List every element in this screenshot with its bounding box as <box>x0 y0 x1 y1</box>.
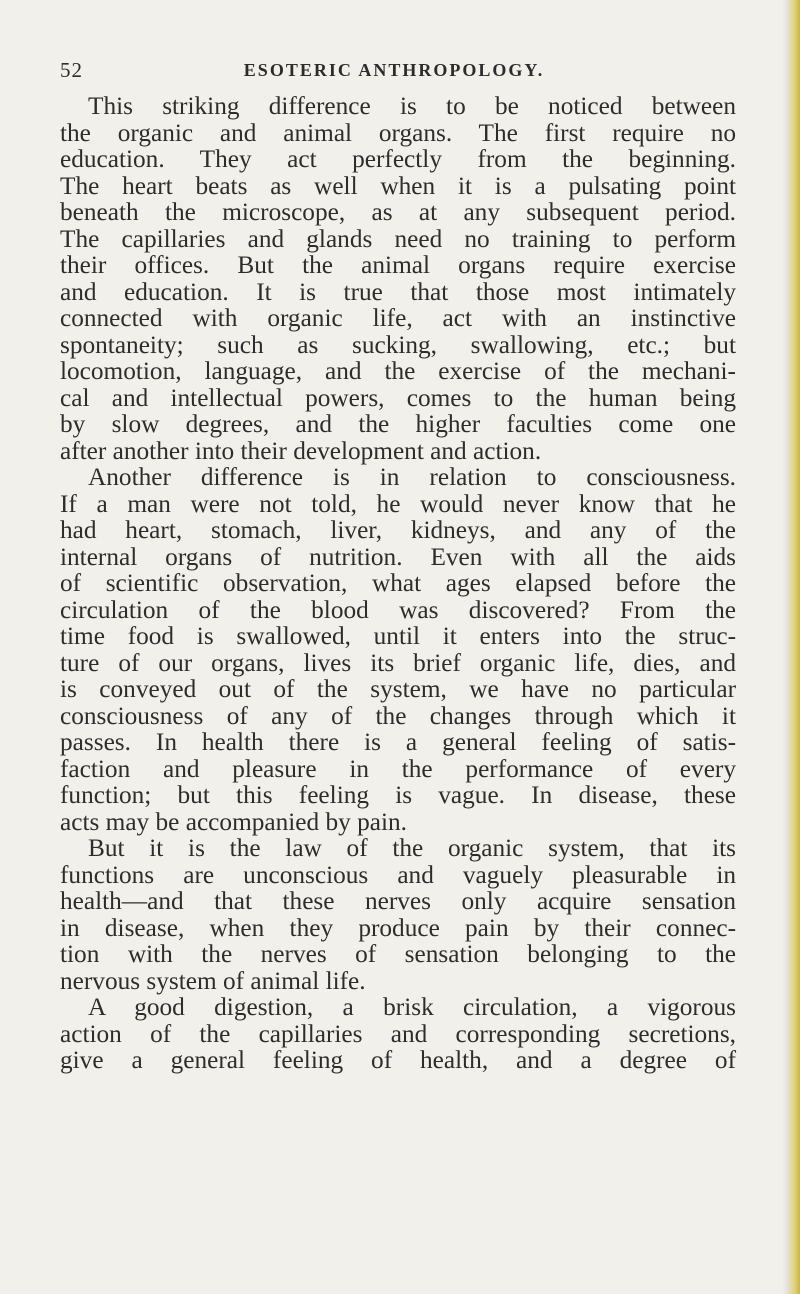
text-line: time food is swallowed, until it enters into the struc- <box>60 622 736 650</box>
text-line: internal organs of nutrition. Even with all the aids <box>60 542 736 571</box>
text-line: consciousness of any of the changes through which it <box>60 701 736 730</box>
text-line: beneath the microscope, as at any subsequent period. <box>60 198 736 226</box>
text-line: give a general feeling of health, and a degree of <box>60 1046 736 1074</box>
text-line: The heart beats as well when it is a pulsating point <box>60 171 736 200</box>
text-line: and education. It is true that those most intimately <box>60 277 736 306</box>
text-line: acts may be accompanied by pain. <box>60 807 407 836</box>
page-edge <box>788 0 800 1294</box>
text-line: But it is the law of the organic system, that its <box>88 834 736 862</box>
text-line: cal and intellectual powers, comes to the human being <box>60 383 736 412</box>
text-line: after another into their development and action. <box>60 436 542 465</box>
text-line: functions are unconscious and vaguely pleasurable in <box>60 860 736 889</box>
running-head: ESOTERIC ANTHROPOLOGY. <box>243 60 545 80</box>
text-line: A good digestion, a brisk circulation, a vigorous <box>88 993 736 1021</box>
text-line: of scientific observation, what ages elapsed before the <box>60 569 736 597</box>
page-number: 52 <box>60 58 83 82</box>
text-line: faction and pleasure in the performance of every <box>60 754 736 783</box>
page-header <box>54 58 734 84</box>
text-line: had heart, stomach, liver, kidneys, and any of the <box>60 516 736 544</box>
text-line: tion with the nerves of sensation belonging to the <box>60 940 736 968</box>
body-text <box>60 93 736 1074</box>
text-line: is conveyed out of the system, we have no particular <box>60 675 736 703</box>
text-line: the organic and animal organs. The first require no <box>60 118 736 147</box>
text-line: The capillaries and glands need no training to perform <box>60 224 736 253</box>
text-line: If a man were not told, he would never know that he <box>60 489 736 518</box>
text-line: action of the capillaries and corresponding secretions, <box>60 1019 736 1048</box>
text-line: This striking difference is to be noticed between <box>88 92 736 120</box>
text-line: education. They act perfectly from the beginning. <box>60 145 736 173</box>
text-line: by slow degrees, and the higher faculties come one <box>60 410 736 438</box>
text-line: health—and that these nerves only acquire sensation <box>60 887 736 915</box>
text-line: passes. In health there is a general feeling of satis- <box>60 728 736 756</box>
text-line: function; but this feeling is vague. In disease, these <box>60 781 736 809</box>
text-line: connected with organic life, act with an instinctive <box>60 304 736 332</box>
text-line: spontaneity; such as sucking, swallowing, etc.; but <box>60 330 736 359</box>
text-line: Another difference is in relation to consciousness. <box>88 463 736 491</box>
text-line: in disease, when they produce pain by their connec- <box>60 913 736 942</box>
text-line: ture of our organs, lives its brief organic life, dies, and <box>60 648 736 677</box>
text-line: locomotion, language, and the exercise of the mechani- <box>60 357 736 385</box>
text-line: circulation of the blood was discovered? From the <box>60 595 736 624</box>
text-line: nervous system of animal life. <box>60 966 366 995</box>
text-line: their offices. But the animal organs require exercise <box>60 251 736 279</box>
